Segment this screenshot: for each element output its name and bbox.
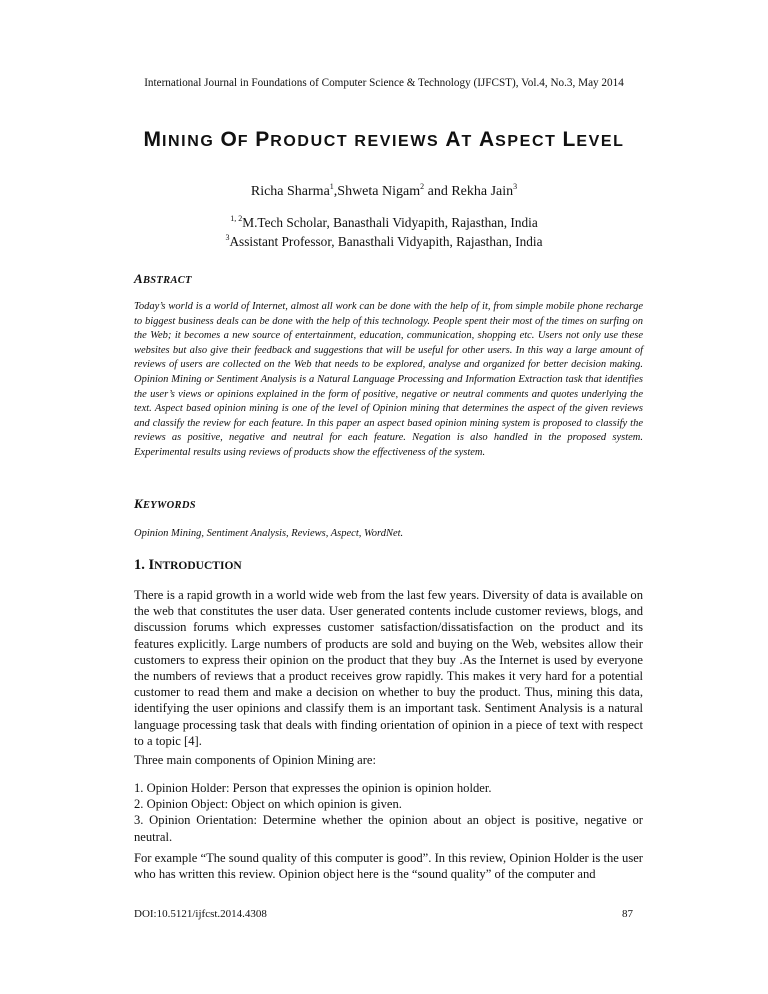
affiliation-text: Assistant Professor, Banasthali Vidyapith, Rajasthan, India xyxy=(229,234,543,249)
author-sup: 2 xyxy=(420,182,425,191)
footer-page-number: 87 xyxy=(622,908,633,920)
title-part: M xyxy=(143,128,162,151)
title-part: O xyxy=(220,128,238,151)
journal-header: International Journal in Foundations of Computer Science & Technology (IJFCST), Vol.4, No.3, May 2014 xyxy=(144,77,624,89)
list-item: 2. Opinion Object: Object on which opinion is given. xyxy=(134,797,402,812)
title-part: SPECT xyxy=(495,133,563,150)
affiliation xyxy=(0,214,768,231)
author-name: and Rekha Jain xyxy=(424,184,514,199)
title-part: EVEL xyxy=(576,133,625,150)
intro-paragraph xyxy=(134,587,643,749)
introduction-heading xyxy=(134,557,242,574)
abstract-body: Today’s world is a world of Internet, almost all work can be done with the help of it, from simple mobile phone recharge to biggest business deals can be done with the help of this technology. People spent their most of the times on surfing on the Web; it becomes a new source of entertainment, education, communication, shopping etc. Users not only use these websites but also give their feedback and suggestions that will be useful for other users. In this way a large amount of reviews of users are collected on the Web that needs to be explored, analyse and organized for better decision making. Opinion Mining or Sentiment Analysis is a Natural Language Processing and Information Extraction task that identifies the user’s views or opinions explained in the form of positive, negative or neutral comments and quotes underlying the text. Aspect based opinion mining is one of the level of Opinion mining that determines the aspect of the given reviews and classify the review for each feature. In this paper an aspect based opinion mining system is proposed to classify the reviews as positive, negative and neutral for each feature. Negation is also handled in the proposed system. Experimental results using reviews of products show the effectiveness of the system. xyxy=(134,301,643,458)
heading-initial: A xyxy=(134,271,143,286)
keywords-body: Opinion Mining, Sentiment Analysis, Reviews, Aspect, WordNet. xyxy=(134,528,404,539)
intro-paragraph xyxy=(134,850,643,882)
title-part: RODUCT REVIEWS xyxy=(270,133,446,150)
paragraph-text: For example “The sound quality of this computer is good”. In this review, Opinion Holder is the user who has written this review. Opinion object here is the “sound quality” of the computer and xyxy=(134,851,643,882)
heading-rest: BSTRACT xyxy=(142,275,192,286)
paragraph-text: There is a rapid growth in a world wide web from the last few years. Diversity of data is available on the web that constitutes the user data. User generated contents include customer reviews, blogs, and discussion forums which expresses customer satisfaction/dissatisfaction on the product and its features explicitly. Large numbers of products are sold and buying on the Web, websites allow their customers to express their opinion on the product that they buy .As the Internet is used by everyone the numbers of reviews that a product receives grow rapidly. This makes it very hard for a potential customer to read them and make a decision on whether to buy the product. Thus, mining this data, identifying the user opinions and classify them is an important task. Sentiment Analysis is a natural language processing task that deals with finding orientation of opinion in a piece of text with respect to a topic [4]. xyxy=(134,588,643,748)
affiliation xyxy=(0,233,768,250)
footer-doi: DOI:10.5121/ijfcst.2014.4308 xyxy=(134,908,267,920)
title-part: A xyxy=(478,128,496,151)
title-part: INING xyxy=(161,133,221,150)
keywords-heading xyxy=(134,496,196,512)
components-list xyxy=(134,780,643,845)
list-item: 1. Opinion Holder: Person that expresses the opinion is opinion holder. xyxy=(134,781,492,795)
heading-initial: K xyxy=(134,496,143,511)
title-part: T xyxy=(461,133,479,150)
heading-rest: NTRODUCTION xyxy=(154,560,242,572)
list-item: 3. Opinion Orientation: Determine whether the opinion about an object is positive, negative or neutral. xyxy=(134,813,643,844)
section-number: 1. xyxy=(134,557,149,573)
abstract-heading xyxy=(134,271,192,287)
affiliation-sup: 3 xyxy=(225,233,230,242)
author-sup: 3 xyxy=(513,182,518,191)
author-name: Richa Sharma xyxy=(250,184,330,199)
title-part: F xyxy=(237,133,256,150)
author-list xyxy=(0,182,768,200)
author-name: ,Shweta Nigam xyxy=(333,184,421,199)
intro-paragraph xyxy=(134,752,643,768)
affiliation-text: M.Tech Scholar, Banasthali Vidyapith, Rajasthan, India xyxy=(242,215,538,230)
author-sup: 1 xyxy=(329,182,334,191)
paper-title xyxy=(0,128,768,152)
title-part: A xyxy=(445,128,462,151)
title-part: P xyxy=(255,128,271,151)
heading-initial: I xyxy=(148,557,155,573)
heading-rest: EYWORDS xyxy=(142,500,196,511)
paragraph-text: Three main components of Opinion Mining are: xyxy=(134,753,377,767)
affiliation-sup: 1, 2 xyxy=(230,214,243,223)
title-part: L xyxy=(562,128,577,151)
